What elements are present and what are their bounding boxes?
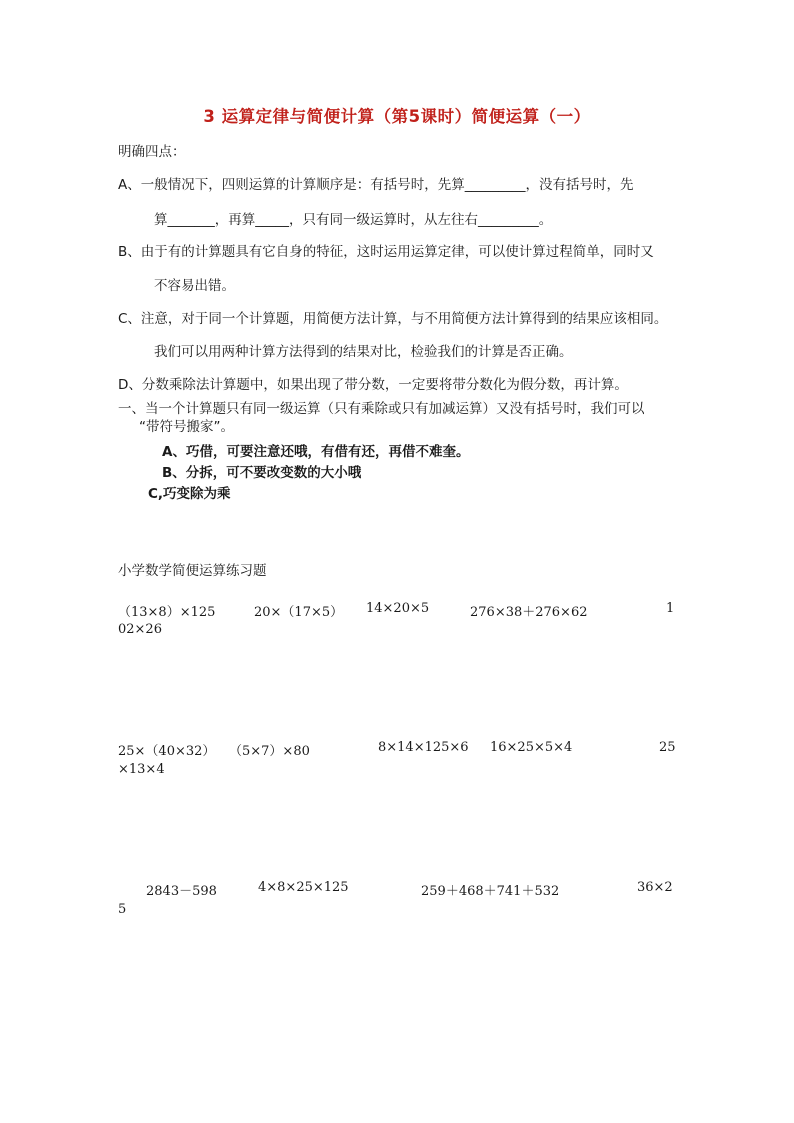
tip-a: A、巧借，可要注意还哦，有借有还，再借不难奎。 bbox=[162, 444, 470, 460]
problem: （13×8）×125 bbox=[118, 605, 216, 620]
page-title: 3 运算定律与简便计算（第5课时）简便运算（一） bbox=[203, 107, 591, 126]
problem: 25×（40×32） bbox=[118, 744, 216, 759]
tip-c: C,巧变除为乘 bbox=[148, 486, 231, 502]
problem: 25 bbox=[659, 740, 676, 755]
problem: 8×14×125×6 bbox=[378, 740, 469, 755]
problem: 5 bbox=[118, 902, 127, 917]
problem: 20×（17×5） bbox=[254, 605, 344, 620]
point-a-line2: 算_______，再算_____，只有同一级运算时，从左往右_________。 bbox=[154, 212, 553, 228]
practice-title: 小学数学简便运算练习题 bbox=[118, 563, 267, 579]
problem: 2843－598 bbox=[146, 884, 217, 899]
point-c-line2: 我们可以用两种计算方法得到的结果对比，检验我们的计算是否正确。 bbox=[154, 344, 573, 360]
problem: 276×38＋276×62 bbox=[470, 605, 588, 620]
problem: 259＋468＋741＋532 bbox=[421, 884, 560, 899]
tip-b: B、分拆，可不要改变数的大小哦 bbox=[162, 465, 362, 481]
section1-line1: 一、当一个计算题只有同一级运算（只有乘除或只有加减运算）又没有括号时，我们可以 bbox=[118, 401, 645, 417]
point-a-line1: A、一般情况下，四则运算的计算顺序是：有括号时，先算_________，没有括号时，先 bbox=[118, 177, 634, 193]
point-b-line2: 不容易出错。 bbox=[154, 278, 235, 294]
problem: 4×8×25×125 bbox=[258, 880, 349, 895]
point-d: D、分数乘除法计算题中，如果出现了带分数，一定要将带分数化为假分数，再计算。 bbox=[118, 377, 628, 393]
problem: 36×2 bbox=[637, 880, 673, 895]
point-b-line1: B、由于有的计算题具有它自身的特征，这时运用运算定律，可以使计算过程简单，同时又 bbox=[118, 244, 654, 260]
problem: 14×20×5 bbox=[366, 601, 430, 616]
problem: 16×25×5×4 bbox=[490, 740, 573, 755]
problem: 02×26 bbox=[118, 622, 162, 637]
section1-line2: “带符号搬家”。 bbox=[139, 419, 234, 435]
problem: 1 bbox=[666, 601, 675, 616]
point-c-line1: C、注意，对于同一个计算题，用简便方法计算，与不用简便方法计算得到的结果应该相同。 bbox=[118, 311, 668, 327]
problem: （5×7）×80 bbox=[229, 744, 310, 759]
heading-points: 明确四点： bbox=[118, 144, 186, 160]
problem: ×13×4 bbox=[118, 762, 165, 777]
